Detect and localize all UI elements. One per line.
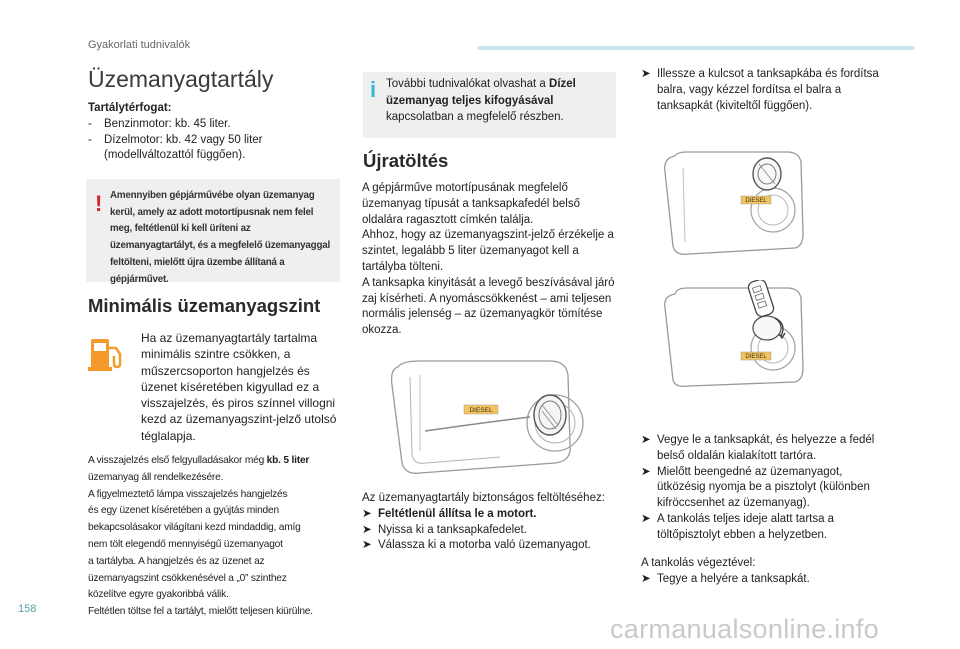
note-line: Feltétlen töltse fel a tartályt, mielőtt teljesen kiürülne. <box>88 606 313 618</box>
section-header: Gyakorlati tudnivalók <box>88 39 191 51</box>
steps-mid <box>641 433 891 544</box>
note-line: nem tölt elegendő mennyiségű üzemanyagot <box>88 538 283 550</box>
info-text: További tudnivalókat olvashat a Dízel üzemanyag teljes kifogyásával kapcsolatban a megfelelő részben. <box>386 78 576 123</box>
step-item: ➤ A tankolás teljes ideje alatt tartsa a töltőpisztolyt ebben a helyzetben. <box>641 512 835 541</box>
header-bar <box>478 46 914 50</box>
page-number: 158 <box>18 603 37 615</box>
info-icon: i <box>370 77 377 102</box>
info-box <box>363 72 616 138</box>
refuel-paragraph: A gépjárműve motortípusának megfelelő üzemanyag típusát a tanksapkafedél belső oldalára ragasztott címkén találja. <box>362 182 581 226</box>
tank-item-petrol: - Benzinmotor: kb. 45 liter. <box>88 117 231 130</box>
note-line: üzemanyagszint csökkenésével a „0” szinthez <box>88 572 287 584</box>
step-item: ➤ Illessze a kulcsot a tanksapkába és fordítsa balra, vagy kézzel fordítsa el balra a tanksapkát (kiviteltől függően). <box>641 68 879 112</box>
safety-item: ➤ Feltétlenül állítsa le a motort. <box>362 507 537 520</box>
tank-item-diesel: - Dízelmotor: kb. 42 vagy 50 liter (modellváltozattól függően). <box>88 133 263 162</box>
after-refuel <box>641 556 891 588</box>
refuel-text <box>362 181 622 339</box>
warning-icon: ! <box>95 191 103 216</box>
tank-item-text: Benzinmotor: kb. 45 liter. <box>104 117 231 130</box>
refuel-paragraph: A tanksapka kinyitását a levegő beszívásával járó zaj kísérheti. A nyomáscsökkenést – ami teljesen normális jelenség – az üzemanyagkör tömítése okozza. <box>362 276 615 337</box>
diesel-label: DIESEL <box>469 407 493 414</box>
tank-item-text: Dízelmotor: kb. 42 vagy 50 liter (modellváltozattól függően). <box>104 133 263 162</box>
steps-top <box>641 67 891 114</box>
fuel-flap-illustration <box>380 355 585 480</box>
diesel-label: DIESEL <box>745 354 767 360</box>
note-line: bekapcsolásakor világítani kezd mindaddig, amíg <box>88 522 301 534</box>
safety-steps <box>362 491 622 554</box>
note-line: A figyelmeztető lámpa visszajelzés hangjelzés <box>88 488 288 500</box>
note-line: üzemanyag áll rendelkezésére. <box>88 471 224 483</box>
cap-removal-illustration <box>655 148 805 258</box>
minimal-level-title: Minimális üzemanyagszint <box>88 295 321 316</box>
fuel-pump-icon <box>86 334 128 372</box>
tank-capacity-heading: Tartálytérfogat: <box>88 102 172 114</box>
note-line: és egy üzenet kíséretében a gyújtás minden <box>88 505 279 517</box>
key-in-cap-illustration <box>655 280 805 390</box>
refuel-title: Újratöltés <box>363 150 449 171</box>
note-line: A visszajelzés első felgyulladásakor még kb. 5 liter <box>88 455 310 466</box>
note-line: a tartályba. A hangjelzés és az üzenet az <box>88 555 265 567</box>
step-item: ➤ Vegye le a tanksapkát, és helyezze a fedél belső oldalán kialakított tartóra. <box>641 434 875 462</box>
warning-text: Amennyiben gépjárművébe olyan üzemanyag kerül, amely az adott motortípusnak nem felel meg, feltétlenül ki kell üríteni az üzemanyagtartályt, és a megfelelő üzemanyaggal feltölteni, mielőtt újra üzembe állítaná a gépjárművet. <box>110 190 331 285</box>
safety-heading: Az üzemanyagtartály biztonságos feltöltéséhez: <box>362 492 605 504</box>
safety-item: ➤ Válassza ki a motorba való üzemanyagot. <box>362 539 591 552</box>
minimal-level-text: Ha az üzemanyagtartály tartalma minimális szintre csökken, a műszercsoporton hangjelzés és üzenet kíséretében kigyullad ez a visszajelzés, és piros színnel villogni kezd az üzemanyagszint-jelző utolsó téglalapja. <box>141 331 337 443</box>
diesel-label: DIESEL <box>745 198 767 204</box>
page-title: Üzemanyagtartály <box>88 66 274 92</box>
step-item: ➤ Mielőtt beengedné az üzemanyagot, ütközésig nyomja be a pisztolyt (különben kifröccsenhet az üzemanyag). <box>641 465 870 510</box>
after-item: ➤ Tegye a helyére a tanksapkát. <box>641 572 810 585</box>
minimal-level-note <box>88 453 344 621</box>
safety-item: ➤ Nyissa ki a tanksapkafedelet. <box>362 523 527 536</box>
watermark: carmanualsonline.info <box>610 614 879 644</box>
note-line: közelítve egyre gyakoribbá válik. <box>88 589 229 601</box>
after-heading: A tankolás végeztével: <box>641 557 756 569</box>
tank-capacity <box>88 101 343 164</box>
refuel-paragraph: Ahhoz, hogy az üzemanyagszint-jelző érzékelje a szintet, legalább 5 liter üzemanyagot kell a tartályba tölteni. <box>362 229 614 273</box>
warning-box <box>86 179 340 285</box>
